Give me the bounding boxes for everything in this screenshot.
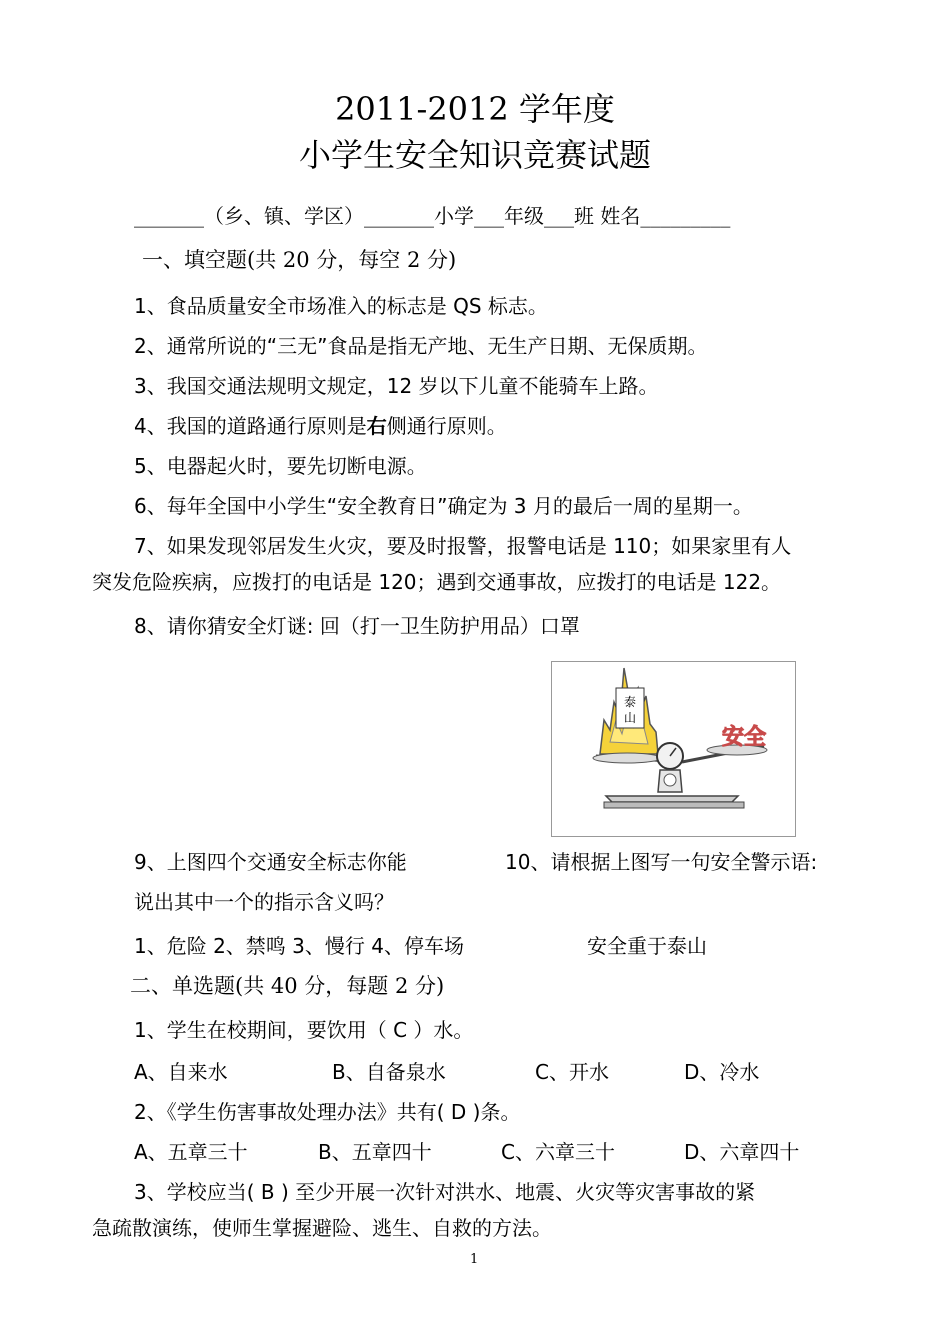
- scale-base-top: [606, 796, 738, 802]
- s1-question-5: 5、电器起火时，要先切断电源。: [134, 454, 427, 478]
- s1-question-7-line1: 7、如果发现邻居发生火灾，要及时报警，报警电话是 110；如果家里有人: [134, 534, 792, 558]
- s2-q2-option-a: A、五章三十: [134, 1140, 248, 1164]
- scale-pan-left: [593, 753, 661, 763]
- s2-question-1: 1、学生在校期间，要饮用（ C ）水。: [134, 1018, 474, 1042]
- safety-illustration: [551, 661, 796, 837]
- s2-q2-option-c: C、六章三十: [501, 1140, 615, 1164]
- year-title: 2011-2012 学年度: [335, 90, 615, 128]
- s2-q1-option-b: B、自备泉水: [332, 1060, 446, 1084]
- student-info-line: _______（乡、镇、学区）_______小学___年级___班 姓名_________: [134, 204, 731, 228]
- s1-question-7-line2: 突发危险疾病，应拨打的电话是 120；遇到交通事故，应拨打的电话是 122。: [92, 570, 782, 594]
- q4-answer: 右: [366, 414, 387, 438]
- s2-q1-option-c: C、开水: [535, 1060, 609, 1084]
- s1-question-4: [134, 410, 507, 439]
- q4-text-post: 侧通行原则。: [386, 414, 507, 438]
- s1-question-1: 1、食品质量安全市场准入的标志是 QS 标志。: [134, 294, 548, 318]
- section1-heading: 一、填空题(共 20 分，每空 2 分): [142, 248, 457, 272]
- safety-label: 安全: [722, 725, 767, 750]
- s2-q2-option-d: D、六章四十: [684, 1140, 800, 1164]
- q4-text-pre: 4、我国的道路通行原则是: [134, 414, 367, 438]
- s2-q1-option-d: D、冷水: [684, 1060, 760, 1084]
- mountain-label-2: 山: [623, 711, 637, 725]
- s1-question-9-line1: 9、上图四个交通安全标志你能: [134, 850, 407, 874]
- section2-heading: 二、单选题(共 40 分，每题 2 分): [130, 974, 445, 998]
- mountain-label-1: 泰: [623, 695, 637, 709]
- scale-ornament: [664, 774, 676, 786]
- scale-base-bottom: [604, 802, 744, 808]
- s1-question-6: 6、每年全国中小学生“安全教育日”确定为 3 月的最后一周的星期一。: [134, 494, 753, 518]
- s2-q1-option-a: A、自来水: [134, 1060, 228, 1084]
- page-number: 1: [470, 1252, 479, 1267]
- s1-question-9-line2: 说出其中一个的指示含义吗？: [134, 890, 394, 914]
- s1-question-10: 10、请根据上图写一句安全警示语:: [505, 850, 818, 874]
- s1-question-3: 3、我国交通法规明文规定，12 岁以下儿童不能骑车上路。: [134, 374, 659, 398]
- s1-question-9-answer: 1、危险 2、禁鸣 3、慢行 4、停车场: [134, 934, 464, 958]
- s1-question-10-answer: 安全重于泰山: [587, 934, 707, 958]
- page-title: 小学生安全知识竞赛试题: [298, 136, 651, 174]
- s2-question-3-line1: 3、学校应当( B ) 至少开展一次针对洪水、地震、火灾等灾害事故的紧: [134, 1180, 756, 1204]
- s2-q2-option-b: B、五章四十: [318, 1140, 432, 1164]
- s2-question-2: 2、《学生伤害事故处理办法》共有( D )条。: [134, 1100, 521, 1124]
- s1-question-8: 8、请你猜安全灯谜: 回（打一卫生防护用品）口罩: [134, 614, 580, 638]
- s2-question-3-line2: 急疏散演练，使师生掌握避险、逃生、自救的方法。: [92, 1216, 552, 1240]
- scale-illustration-graphic: [552, 662, 795, 836]
- s1-question-2: 2、通常所说的“三无”食品是指无产地、无生产日期、无保质期。: [134, 334, 708, 358]
